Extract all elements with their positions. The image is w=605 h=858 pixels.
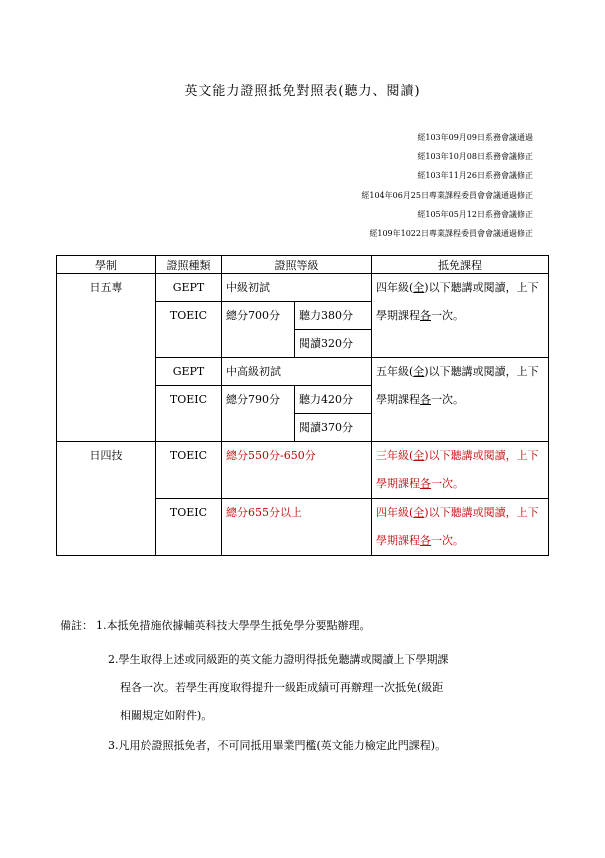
header-program: 學制 [57, 256, 156, 274]
approval-line: 經104年06月25日專業課程委員會會議通過修正 [361, 190, 533, 200]
cert-type-cell: GEPT [156, 358, 222, 386]
cert-level-cell: 中級初試 [222, 274, 372, 302]
cert-type-cell: TOEIC [156, 302, 222, 358]
exemption-cell: 四年級(全)以下聽講或閱讀，上下學期課程各一次。 [372, 274, 549, 358]
note-number: 3. [108, 739, 119, 752]
cert-type-cell: TOEIC [156, 499, 222, 556]
note-number: 2. [108, 653, 119, 666]
sub-score-cell: 閱讀320分 [295, 330, 372, 358]
note-number: 1. [96, 619, 107, 632]
cert-level-cell: 總分700分 [222, 302, 295, 358]
cert-level-cell: 中高級初試 [222, 358, 372, 386]
cert-level-cell: 總分550分-650分 [222, 442, 372, 499]
exemption-cell: 三年級(全)以下聽講或閱讀，上下學期課程各一次。 [372, 442, 549, 499]
notes-label: 備註： [60, 619, 93, 632]
sub-score-cell: 閱讀370分 [295, 414, 372, 442]
note-text: 程各一次。若學生再度取得提升一級距成績可再辦理一次抵免(級距 [120, 681, 444, 694]
program-cell: 日四技 [57, 442, 156, 556]
exemption-cell: 四年級(全)以下聽講或閱讀，上下學期課程各一次。 [372, 499, 549, 556]
approval-line: 經103年09月09日系務會議通過 [417, 133, 533, 142]
header-cert-type: 證照種類 [156, 256, 222, 274]
sub-score-cell: 聽力380分 [295, 302, 372, 330]
table-row [57, 274, 549, 302]
approval-line: 經109年1022日專業課程委員會會議通過修正 [369, 229, 533, 239]
cert-type-cell: TOEIC [156, 386, 222, 442]
program-cell: 日五專 [57, 274, 156, 442]
note-text: 本抵免措施依據輔英科技大學學生抵免學分要點辦理。 [106, 619, 371, 632]
note-item [60, 612, 548, 640]
note-text: 學生取得上述或同級距的英文能力證明得抵免聽講或閱讀上下學期課 [118, 653, 449, 666]
table-header-row [57, 256, 549, 274]
cert-type-cell: TOEIC [156, 442, 222, 499]
approval-line: 經103年11月26日系務會議修正 [417, 171, 533, 181]
approval-line: 經105年05月12日系務會議修正 [417, 209, 533, 219]
note-text: 凡用於證照抵免者，不可同抵用畢業門檻(英文能力檢定此門課程)。 [118, 739, 447, 752]
header-cert-level: 證照等級 [222, 256, 372, 274]
note-text: 相關規定如附件)。 [120, 709, 213, 722]
table-row [57, 442, 549, 499]
page-title: 英文能力證照抵免對照表(聽力、閱讀) [184, 84, 421, 99]
cert-type-cell: GEPT [156, 274, 222, 302]
note-item [88, 732, 548, 760]
exemption-table [56, 255, 549, 556]
cert-level-cell: 總分655分以上 [222, 499, 372, 556]
sub-score-cell: 聽力420分 [295, 386, 372, 414]
approval-history [361, 128, 533, 243]
notes-section [60, 612, 548, 760]
header-exempt-course: 抵免課程 [372, 256, 549, 274]
approval-line: 經103年10月08日系務會議修正 [417, 152, 533, 162]
note-item [88, 646, 548, 730]
cert-level-cell: 總分790分 [222, 386, 295, 442]
exemption-cell: 五年級(全)以下聽講或閱讀，上下學期課程各一次。 [372, 358, 549, 442]
